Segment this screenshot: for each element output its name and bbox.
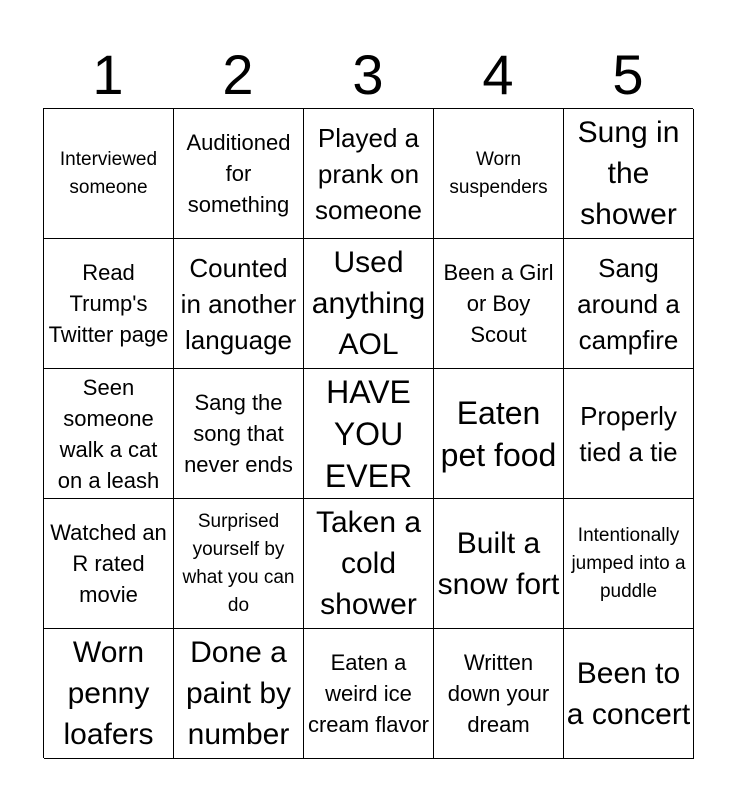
cell-text: Sang the song that never ends — [184, 390, 293, 477]
cell-text: Counted in another language — [180, 252, 297, 355]
bingo-cell[interactable] — [44, 499, 174, 629]
bingo-cell[interactable] — [434, 109, 564, 239]
bingo-cell[interactable] — [304, 499, 434, 629]
bingo-cell[interactable] — [564, 109, 694, 239]
bingo-cell[interactable] — [434, 239, 564, 369]
bingo-cell[interactable] — [174, 629, 304, 759]
column-header-3: 3 — [352, 43, 384, 106]
cell-text: Built a snow fort — [437, 526, 560, 601]
bingo-cell[interactable] — [174, 499, 304, 629]
bingo-cell[interactable] — [304, 109, 434, 239]
cell-text: Been a Girl or Boy Scout — [443, 260, 554, 347]
bingo-board — [43, 108, 693, 758]
bingo-cell[interactable] — [174, 239, 304, 369]
cell-text: Intentionally jumped into a puddle — [571, 524, 686, 602]
bingo-cell[interactable] — [434, 629, 564, 759]
cell-text: Watched an R rated movie — [50, 520, 167, 607]
bingo-cell[interactable] — [174, 369, 304, 499]
bingo-cell free-space[interactable] — [304, 369, 434, 499]
bingo-cell[interactable] — [304, 629, 434, 759]
bingo-cell[interactable] — [44, 369, 174, 499]
bingo-cell[interactable] — [304, 239, 434, 369]
column-header-5: 5 — [612, 43, 644, 106]
column-header-1: 1 — [92, 43, 124, 106]
bingo-cell[interactable] — [564, 629, 694, 759]
cell-text: Written down your dream — [447, 650, 550, 737]
column-header-2: 2 — [222, 43, 254, 106]
cell-text: Read Trump's Twitter page — [48, 260, 169, 347]
bingo-cell[interactable] — [44, 629, 174, 759]
cell-text: Eaten a weird ice cream flavor — [307, 650, 430, 737]
bingo-cell[interactable] — [44, 109, 174, 239]
bingo-cell[interactable] — [44, 239, 174, 369]
cell-text: Sang around a campfire — [577, 252, 680, 355]
bingo-cell[interactable] — [564, 369, 694, 499]
cell-text: Properly tied a tie — [579, 400, 678, 467]
cell-text: Auditioned for something — [186, 130, 291, 217]
cell-text: Surprised yourself by what you can do — [182, 510, 295, 616]
bingo-cell[interactable] — [434, 499, 564, 629]
cell-text: Worn suspenders — [449, 148, 548, 198]
cell-text: Worn penny loafers — [63, 636, 154, 751]
bingo-cell[interactable] — [434, 369, 564, 499]
cell-text: Done a paint by number — [185, 636, 292, 751]
cell-text: Used anything AOL — [311, 246, 426, 361]
column-header-4: 4 — [482, 43, 514, 106]
cell-text: Played a prank on someone — [315, 122, 422, 225]
cell-text: Sung in the shower — [577, 116, 680, 231]
bingo-cell[interactable] — [174, 109, 304, 239]
bingo-cell[interactable] — [564, 239, 694, 369]
cell-text: Interviewed someone — [59, 148, 158, 198]
column-headers — [43, 44, 693, 106]
cell-text: Taken a cold shower — [315, 506, 422, 621]
bingo-cell[interactable] — [564, 499, 694, 629]
cell-text: Seen someone walk a cat on a leash — [57, 374, 160, 493]
cell-text: Been to a concert — [566, 656, 691, 731]
cell-text: Eaten pet food — [440, 394, 557, 473]
free-space-text: HAVE YOU EVER — [324, 373, 413, 494]
